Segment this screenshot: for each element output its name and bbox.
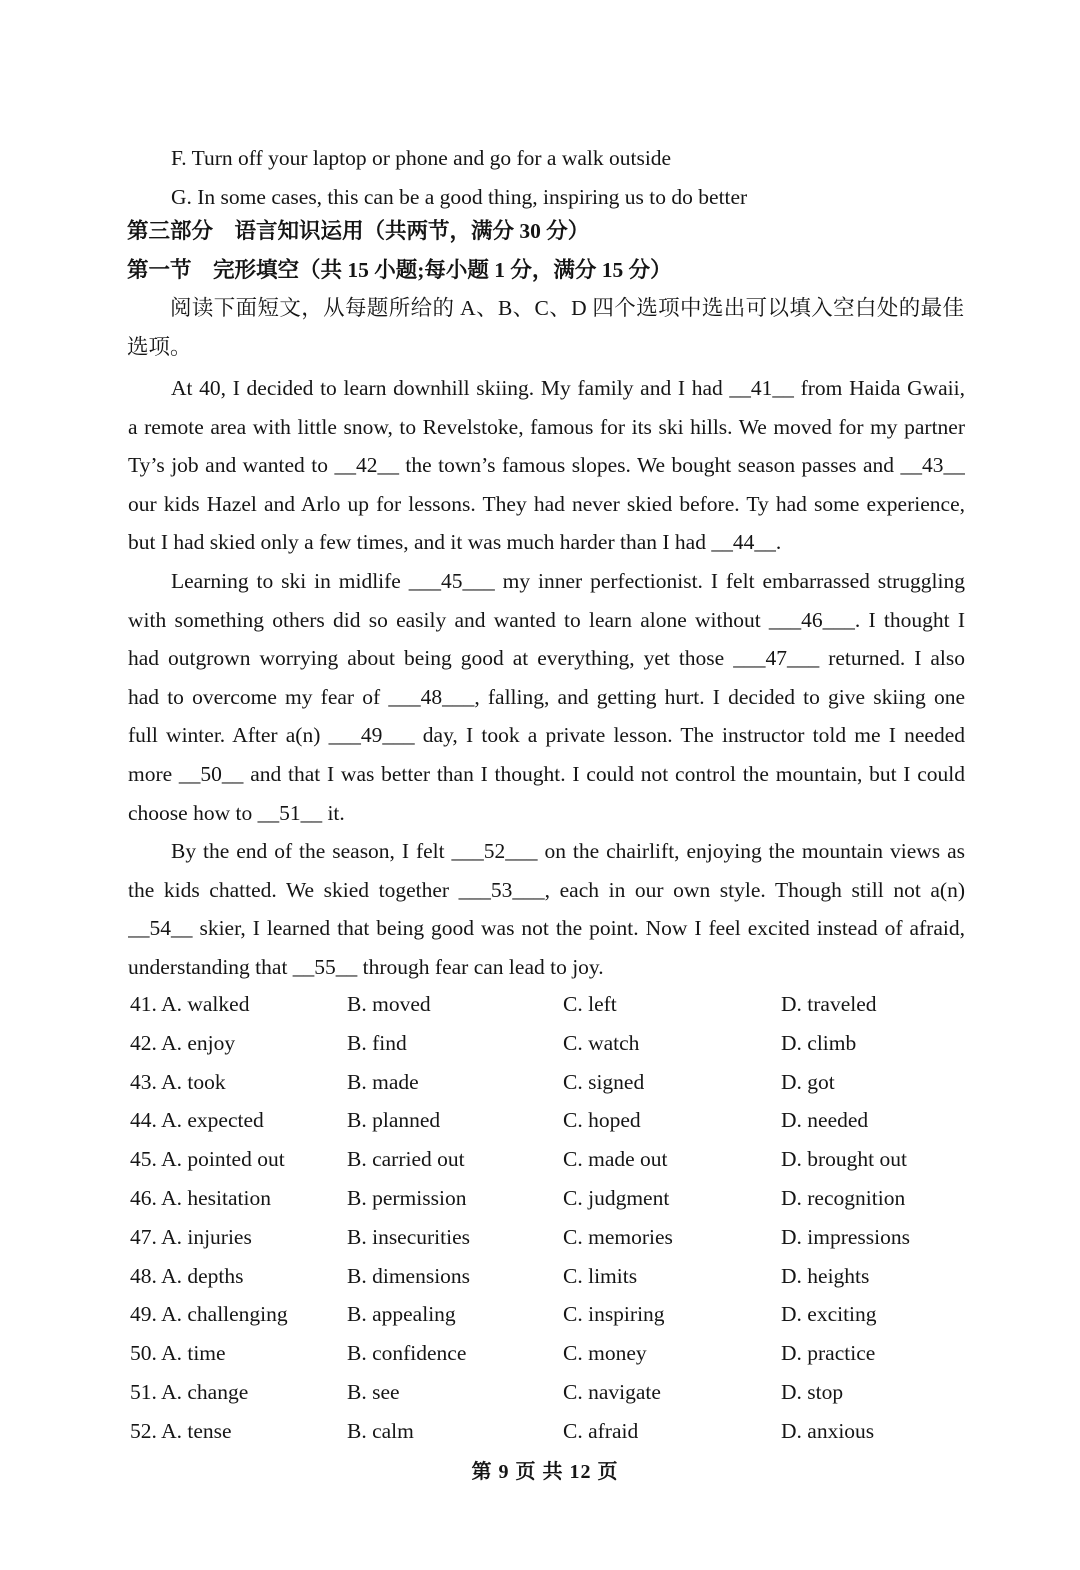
option-a-text: A. took (161, 1069, 226, 1094)
option-c: C. hoped (563, 1108, 641, 1133)
option-a (130, 985, 249, 1024)
passage-line: more __50__ and that I was better than I thought. I could not control the mountain, but I could (128, 761, 965, 786)
option-b: B. confidence (347, 1341, 467, 1366)
option-a (130, 1412, 232, 1451)
option-d: D. recognition (781, 1185, 906, 1210)
option-c: C. made out (563, 1147, 668, 1172)
passage-line: Ty’s job and wanted to __42__ the town’s famous slopes. We bought season passes and __43__ (128, 453, 965, 478)
question-number: 42. (130, 1030, 157, 1055)
option-c: C. money (563, 1341, 647, 1366)
instructions-line: 阅读下面短文，从每题所给的 A、B、C、D 四个选项中选出可以填入空白处的最佳 (170, 296, 964, 320)
option-g: G. In some cases, this can be a good thing, inspiring us to do better (171, 184, 748, 209)
option-a (130, 1024, 235, 1063)
question-number: 46. (130, 1185, 157, 1210)
option-b: B. carried out (347, 1147, 465, 1172)
option-a-text: A. injuries (161, 1224, 252, 1249)
option-a (130, 1295, 288, 1334)
section-header (127, 212, 964, 366)
passage-line: a remote area with little snow, to Revelstoke, famous for its ski hills. We moved for my partner (128, 414, 965, 439)
option-d: D. impressions (781, 1224, 910, 1249)
question-row (128, 1257, 965, 1296)
option-a-text: A. challenging (161, 1302, 288, 1327)
option-c: C. navigate (563, 1379, 661, 1404)
question-number: 49. (130, 1302, 157, 1327)
option-a (130, 1334, 226, 1373)
question-row (128, 1295, 965, 1334)
option-b: B. insecurities (347, 1224, 471, 1249)
option-a (130, 1179, 271, 1218)
question-number: 52. (130, 1418, 157, 1443)
question-number: 47. (130, 1224, 157, 1249)
option-a (130, 1140, 285, 1179)
passage-line: had to overcome my fear of ___48___, falling, and getting hurt. I decided to give skiing one (128, 684, 965, 709)
option-b: B. calm (347, 1418, 414, 1443)
question-number: 41. (130, 992, 157, 1016)
passage-line: __54__ skier, I learned that being good was not the point. Now I feel excited instead of afraid, (128, 916, 965, 941)
option-c: C. watch (563, 1030, 640, 1055)
option-a-text: A. expected (161, 1108, 264, 1133)
option-b: B. find (347, 1030, 407, 1055)
question-row (128, 985, 965, 1024)
option-c: C. inspiring (563, 1302, 665, 1327)
option-d: D. got (781, 1069, 835, 1094)
question-row (128, 1101, 965, 1140)
option-c: C. signed (563, 1069, 645, 1094)
option-a-text: A. tense (161, 1418, 232, 1443)
option-d: D. traveled (781, 992, 877, 1016)
option-a-text: A. depths (161, 1263, 244, 1288)
option-a (130, 1257, 244, 1296)
passage-line: but I had skied only a few times, and it was much harder than I had __44__. (128, 530, 782, 555)
option-b: B. moved (347, 992, 431, 1016)
passage-line: By the end of the season, I felt ___52___ on the chairlift, enjoying the mountain views as (171, 839, 965, 864)
question-number: 50. (130, 1341, 157, 1366)
option-a-text: A. pointed out (161, 1147, 285, 1172)
question-row (128, 1063, 965, 1102)
option-a-text: A. walked (161, 992, 250, 1016)
cloze-passage (128, 369, 965, 987)
option-a (130, 1373, 248, 1412)
question-number: 45. (130, 1147, 157, 1172)
option-d: D. exciting (781, 1302, 877, 1327)
option-b: B. planned (347, 1108, 441, 1133)
question-number: 48. (130, 1263, 157, 1288)
question-options (128, 985, 965, 1451)
question-number: 43. (130, 1069, 157, 1094)
question-row (128, 1140, 965, 1179)
option-a-text: A. hesitation (161, 1185, 271, 1210)
question-row (128, 1334, 965, 1373)
question-row (128, 1373, 965, 1412)
option-a-text: A. change (161, 1379, 249, 1404)
option-f: F. Turn off your laptop or phone and go for a walk outside (171, 146, 672, 170)
question-row (128, 1179, 965, 1218)
passage-line: our kids Hazel and Arlo up for lessons. They had never skied before. Ty had some experience, (128, 491, 965, 516)
passage-line: Learning to ski in midlife ___45___ my inner perfectionist. I felt embarrassed struggling (171, 568, 965, 593)
option-d: D. anxious (781, 1418, 875, 1443)
passage-line: understanding that __55__ through fear can lead to joy. (128, 954, 604, 979)
passage-line: had outgrown worrying about being good at everything, yet those ___47___ returned. I also (128, 646, 965, 671)
option-c: C. left (563, 992, 617, 1016)
option-b: B. appealing (347, 1302, 456, 1327)
option-d: D. needed (781, 1108, 869, 1133)
option-a-text: A. time (161, 1341, 226, 1366)
question-number: 51. (130, 1379, 157, 1404)
option-c: C. afraid (563, 1418, 639, 1443)
question-row (128, 1218, 965, 1257)
option-a (130, 1063, 226, 1102)
option-a-text: A. enjoy (161, 1030, 236, 1055)
question-row (128, 1412, 965, 1451)
passage-line: At 40, I decided to learn downhill skiing. My family and I had __41__ from Haida Gwaii, (171, 376, 965, 400)
passage-line: with something others did so easily and wanted to learn alone without ___46___. I thought I (128, 607, 965, 632)
passage-line: choose how to __51__ it. (128, 800, 345, 825)
passage-line: the kids chatted. We skied together ___53___, each in our own style. Though still not a(n) (128, 877, 965, 902)
option-c: C. judgment (563, 1185, 670, 1210)
option-b: B. permission (347, 1185, 467, 1210)
question-row (128, 1024, 965, 1063)
option-b: B. dimensions (347, 1263, 471, 1288)
option-d: D. practice (781, 1341, 876, 1366)
option-d: D. brought out (781, 1147, 908, 1172)
option-a (130, 1218, 252, 1257)
instructions-line: 选项。 (127, 334, 192, 359)
option-a (130, 1101, 264, 1140)
option-d: D. heights (781, 1263, 870, 1288)
option-b: B. made (347, 1069, 419, 1094)
option-d: D. stop (781, 1379, 844, 1404)
section-title: 第三部分 语言知识运用（共两节，满分 30 分） (127, 219, 590, 243)
question-number: 44. (130, 1108, 157, 1133)
option-c: C. memories (563, 1224, 673, 1249)
page-number-footer: 第 9 页 共 12 页 (471, 1461, 619, 1483)
option-b: B. see (347, 1379, 400, 1404)
subsection-title: 第一节 完形填空（共 15 小题;每小题 1 分，满分 15 分） (127, 257, 672, 282)
passage-line: full winter. After a(n) ___49___ day, I took a private lesson. The instructor told me I needed (128, 723, 965, 748)
previous-options (128, 139, 965, 216)
option-c: C. limits (563, 1263, 638, 1288)
option-d: D. climb (781, 1030, 857, 1055)
